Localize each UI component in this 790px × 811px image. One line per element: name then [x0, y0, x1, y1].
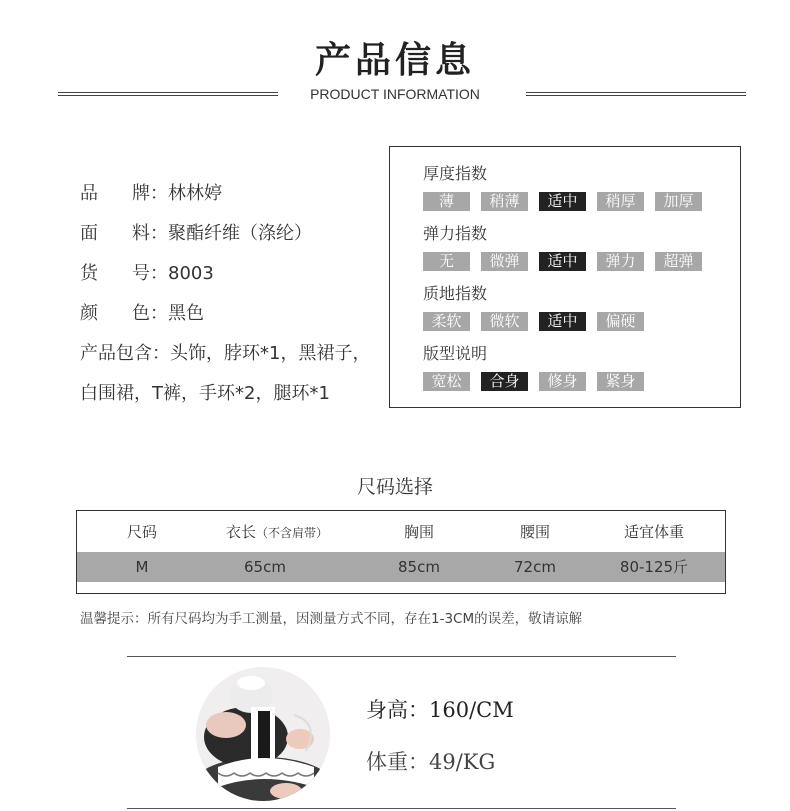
- info-value: 白围裙，T裤，手环*2，腿环*1: [80, 383, 330, 404]
- index-option: 偏硬: [597, 312, 644, 331]
- header-size: 尺码: [126, 523, 157, 541]
- info-label: 产品包含: [80, 343, 152, 364]
- product-info-list: [80, 178, 380, 418]
- cell-bust: 85cm: [398, 558, 440, 576]
- model-height: 身高：160/CM: [366, 698, 514, 722]
- cell-weight: 80-125斤: [619, 558, 689, 576]
- index-scale: [423, 192, 713, 212]
- page-subtitle: PRODUCT INFORMATION: [310, 86, 480, 102]
- info-row-includes: 产品包含：头饰，脖环*1，黑裙子，: [80, 343, 371, 364]
- info-row-item-no: 货 号：8003: [80, 258, 380, 298]
- header-waist: 腰围: [519, 523, 550, 541]
- cell-size: M: [135, 558, 149, 576]
- index-option: 微弹: [481, 252, 528, 271]
- thickness-index: [423, 163, 713, 212]
- page-title: 产品信息: [314, 40, 475, 81]
- index-scale: [423, 312, 655, 332]
- info-label: 颜 色: [80, 303, 150, 324]
- index-option-selected: 适中: [539, 252, 586, 271]
- index-title: 厚度指数: [423, 164, 488, 183]
- header-bust: 胸围: [403, 523, 434, 541]
- model-weight: 体重：49/KG: [366, 750, 496, 774]
- header-weight: 适宜体重: [623, 523, 684, 541]
- info-row-fabric: 面 料：聚酯纤维（涤纶）: [80, 218, 380, 258]
- title-divider-right: [526, 92, 746, 96]
- index-option-selected: 合身: [481, 372, 528, 391]
- index-option: 柔软: [423, 312, 470, 331]
- cell-waist: 72cm: [514, 558, 556, 576]
- elasticity-index: [423, 223, 713, 272]
- header-length: 衣长（不含肩带）: [225, 523, 329, 541]
- info-row-includes-cont: [80, 378, 380, 418]
- index-option: 稍薄: [481, 192, 528, 211]
- index-scale: [423, 372, 655, 392]
- info-value: 头饰，脖环*1，黑裙子，: [170, 343, 371, 364]
- fit-index: [423, 343, 655, 392]
- index-option: 弹力: [597, 252, 644, 271]
- info-row-color: 颜 色：黑色: [80, 298, 380, 338]
- index-option: 加厚: [655, 192, 702, 211]
- model-divider-bottom: [127, 808, 676, 809]
- index-option: 微软: [481, 312, 528, 331]
- index-option: 紧身: [597, 372, 644, 391]
- info-label: 品 牌: [80, 183, 150, 204]
- index-option: 宽松: [423, 372, 470, 391]
- index-option-selected: 适中: [539, 312, 586, 331]
- model-divider-top: [127, 656, 676, 657]
- table-row: [77, 552, 725, 582]
- index-title: 版型说明: [423, 344, 488, 363]
- index-scale: [423, 252, 713, 272]
- model-photo: [196, 667, 330, 801]
- index-option: 稍厚: [597, 192, 644, 211]
- info-value: 8003: [168, 263, 214, 284]
- info-value: 黑色: [168, 303, 204, 324]
- cell-length: 65cm: [244, 558, 286, 576]
- size-chart-title: 尺码选择: [356, 476, 433, 498]
- info-label: 货 号: [80, 263, 150, 284]
- index-option: 超弹: [655, 252, 702, 271]
- index-title: 弹力指数: [423, 224, 488, 243]
- texture-index: [423, 283, 655, 332]
- index-title: 质地指数: [423, 284, 488, 303]
- info-value: 林林婷: [168, 183, 222, 204]
- table-header-row: [77, 517, 725, 547]
- index-option: 薄: [423, 192, 470, 211]
- index-option: 无: [423, 252, 470, 271]
- fabric-index-panel: [389, 146, 741, 408]
- header-length-note: （不含肩带）: [256, 526, 329, 540]
- index-option: 修身: [539, 372, 586, 391]
- info-row-brand: 品 牌：林林婷: [80, 178, 380, 218]
- info-label: 面 料: [80, 223, 150, 244]
- measurement-tip: 温馨提示：所有尺码均为手工测量，因测量方式不同，存在1-3CM的误差，敬请谅解: [80, 611, 583, 627]
- index-option-selected: 适中: [539, 192, 586, 211]
- info-value: 聚酯纤维（涤纶）: [168, 223, 312, 244]
- size-table: [76, 510, 726, 594]
